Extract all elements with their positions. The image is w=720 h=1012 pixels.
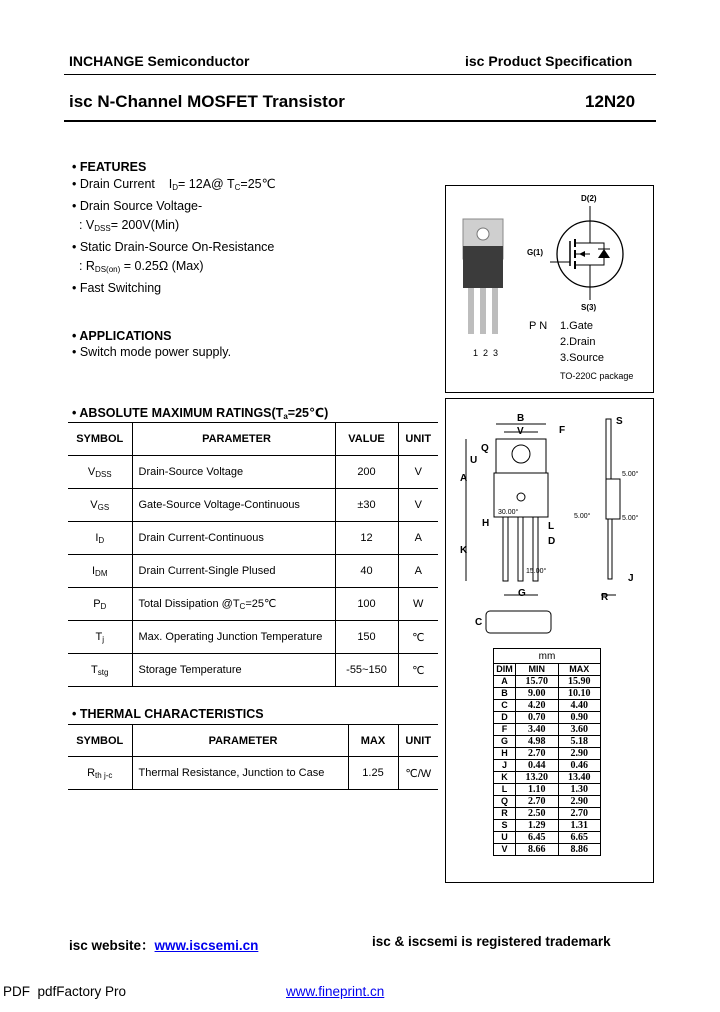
sym: T <box>91 663 98 676</box>
dim-label: H <box>494 748 516 760</box>
table-row <box>68 489 438 522</box>
sub: D <box>100 601 107 611</box>
text: =25℃ <box>245 598 277 610</box>
label-r: R <box>601 592 609 603</box>
dim-row <box>494 796 601 808</box>
unit-cell: W <box>398 588 438 621</box>
dim-label: F <box>494 724 516 736</box>
feature-fast-switching: • Fast Switching <box>72 281 162 295</box>
sym: I <box>95 531 99 544</box>
thermal-heading: • THERMAL CHARACTERISTICS <box>72 707 264 721</box>
dim-min: 6.45 <box>516 832 559 844</box>
table-header-row <box>68 725 438 757</box>
marker <box>517 493 525 501</box>
text: • Drain Current I <box>72 177 173 191</box>
thermal-table <box>68 724 438 790</box>
table-row <box>68 621 438 654</box>
dim-row <box>494 760 601 772</box>
label-c: C <box>475 617 483 628</box>
symbol-cell <box>68 588 132 621</box>
dim-row <box>494 712 601 724</box>
dim-label: C <box>494 700 516 712</box>
abs-max-table <box>68 422 438 687</box>
table-row <box>68 654 438 687</box>
value-cell: 100 <box>335 588 398 621</box>
lead-1 <box>503 517 508 581</box>
dim-label: K <box>494 772 516 784</box>
dim-max: 8.86 <box>558 844 601 856</box>
dim-min: 2.50 <box>516 808 559 820</box>
text: = 200V(Min) <box>110 218 180 232</box>
parameter-cell: Thermal Resistance, Junction to Case <box>132 757 348 790</box>
table-row <box>68 522 438 555</box>
col-dim: DIM <box>494 664 516 676</box>
dim-label: B <box>494 688 516 700</box>
symbol-cell <box>68 522 132 555</box>
pin-1: 1.Gate <box>560 320 594 332</box>
unit-cell: V <box>398 456 438 489</box>
header-rule <box>64 74 656 75</box>
col-parameter: PARAMETER <box>132 423 335 456</box>
side-body <box>606 479 620 519</box>
dim-label: S <box>494 820 516 832</box>
applications-section <box>72 329 231 362</box>
angle-2: 15.00° <box>526 568 547 575</box>
parameter-cell: Drain Current-Continuous <box>132 522 335 555</box>
body-shape <box>463 246 503 288</box>
dim-row <box>494 784 601 796</box>
dim-min: 8.66 <box>516 844 559 856</box>
label-j: J <box>628 573 634 584</box>
dim-row <box>494 808 601 820</box>
dim-min: 0.44 <box>516 760 559 772</box>
value-cell: ±30 <box>335 489 398 522</box>
parameter-cell: Drain Current-Single Plused <box>132 555 335 588</box>
col-unit: UNIT <box>398 423 438 456</box>
label-k: K <box>460 545 468 556</box>
package-box <box>445 185 654 393</box>
trademark-text: isc & iscsemi is registered trademark <box>372 934 611 949</box>
page-title: isc N-Channel MOSFET Transistor <box>69 92 345 111</box>
dim-row <box>494 736 601 748</box>
dim-label: G <box>494 736 516 748</box>
sym: R <box>87 766 96 779</box>
table-row <box>68 456 438 489</box>
dim-label: J <box>494 760 516 772</box>
label-l: L <box>548 521 555 532</box>
unit-cell: ℃/W <box>398 757 438 790</box>
value-cell: 150 <box>335 621 398 654</box>
dim-max: 6.65 <box>558 832 601 844</box>
pin-3: 3.Source <box>560 352 605 364</box>
dim-min: 9.00 <box>516 688 559 700</box>
dim-max: 10.10 <box>558 688 601 700</box>
website-footer <box>69 934 258 954</box>
sub: th j-c <box>95 770 113 780</box>
label-a: A <box>460 473 468 484</box>
label-q: Q <box>481 443 489 454</box>
dim-min: 4.20 <box>516 700 559 712</box>
angle-4: 5.00° <box>574 513 591 520</box>
dim-row <box>494 700 601 712</box>
mount-hole <box>477 228 489 240</box>
lead-1 <box>468 288 474 334</box>
unit-cell: A <box>398 555 438 588</box>
col-max: MAX <box>558 664 601 676</box>
table-row <box>68 555 438 588</box>
symbol-cell <box>68 489 132 522</box>
col-unit: UNIT <box>398 725 438 757</box>
dim-max: 13.40 <box>558 772 601 784</box>
side-tab <box>606 419 611 479</box>
unit-cell: ℃ <box>398 621 438 654</box>
dim-max: 1.30 <box>558 784 601 796</box>
label-u: U <box>470 455 478 466</box>
sub: DSS <box>95 469 112 479</box>
dim-max: 0.90 <box>558 712 601 724</box>
value-cell: 12 <box>335 522 398 555</box>
sub: j <box>102 634 104 644</box>
text: : V <box>72 218 95 232</box>
col-max: MAX <box>348 725 398 757</box>
arrow <box>579 251 585 257</box>
value-cell: 40 <box>335 555 398 588</box>
sub: DSS <box>94 224 111 233</box>
drain-connect <box>575 233 590 243</box>
sym: V <box>87 465 96 478</box>
dim-label: L <box>494 784 516 796</box>
dim-row <box>494 772 601 784</box>
dim-min: 1.29 <box>516 820 559 832</box>
col-value: VALUE <box>335 423 398 456</box>
hole-outline <box>512 445 530 463</box>
col-parameter: PARAMETER <box>132 725 348 757</box>
package-illustration <box>446 186 653 392</box>
dim-row <box>494 688 601 700</box>
tab-outline <box>496 439 546 473</box>
angle-3: 5.00° <box>622 471 639 478</box>
terminal-d: D(2) <box>581 194 597 203</box>
sub: C <box>239 602 246 611</box>
dim-min: 1.10 <box>516 784 559 796</box>
sub: DS(on) <box>94 265 121 274</box>
table-row <box>68 588 438 621</box>
unit-header: mm <box>494 649 601 664</box>
text: = 0.25Ω (Max) <box>120 259 204 273</box>
lead-2 <box>480 288 486 334</box>
text: Total Dissipation @T <box>138 598 240 610</box>
dim-min: 15.70 <box>516 676 559 688</box>
terminal-g: G(1) <box>527 248 543 257</box>
application-item: • Switch mode power supply. <box>72 345 232 359</box>
dim-label: A <box>494 676 516 688</box>
diode-triangle <box>598 249 610 258</box>
terminal-s: S(3) <box>581 303 597 312</box>
applications-heading: • APPLICATIONS <box>72 329 172 343</box>
bottom-view <box>486 611 551 633</box>
label-d: D <box>548 536 556 547</box>
sym: I <box>91 564 96 577</box>
title-rule <box>64 120 656 122</box>
dim-min: 3.40 <box>516 724 559 736</box>
fineprint-link[interactable]: www.fineprint.cn <box>286 984 385 999</box>
label-h: H <box>482 518 490 529</box>
sub: D <box>98 535 105 545</box>
text: =25℃) <box>287 406 329 420</box>
dim-max: 2.90 <box>558 748 601 760</box>
sub: D <box>172 183 179 192</box>
dim-max: 2.90 <box>558 796 601 808</box>
text: = 12A@ T <box>178 177 235 191</box>
col-min: MIN <box>516 664 559 676</box>
sub: stg <box>97 667 109 677</box>
part-number: 12N20 <box>585 92 636 111</box>
dim-label: D <box>494 712 516 724</box>
side-lead <box>608 519 612 579</box>
dim-label: U <box>494 832 516 844</box>
feature-vds-heading: • Drain Source Voltage- <box>72 199 203 213</box>
sub: DM <box>95 568 108 578</box>
pin-2: 2.Drain <box>560 336 596 348</box>
dim-row <box>494 748 601 760</box>
dim-min: 0.70 <box>516 712 559 724</box>
symbol-cell <box>68 555 132 588</box>
label-v: V <box>517 426 524 437</box>
parameter-cell <box>132 588 335 621</box>
label-g: G <box>518 588 526 599</box>
col-symbol: SYMBOL <box>68 725 132 757</box>
dim-min: 2.70 <box>516 796 559 808</box>
feature-rds-heading: • Static Drain-Source On-Resistance <box>72 240 275 254</box>
value-cell: 200 <box>335 456 398 489</box>
table-header-row <box>68 423 438 456</box>
sub: GS <box>97 502 110 512</box>
dim-row <box>494 844 601 856</box>
features-section <box>72 160 276 298</box>
website-link[interactable]: www.iscsemi.cn <box>154 938 259 953</box>
pdf-producer: PDF pdfFactory Pro <box>3 984 127 999</box>
company-name: INCHANGE Semiconductor <box>69 53 250 69</box>
dim-row <box>494 820 601 832</box>
value-cell: 1.25 <box>348 757 398 790</box>
dim-label: Q <box>494 796 516 808</box>
dim-max: 0.46 <box>558 760 601 772</box>
sub: a <box>283 412 288 421</box>
unit-cell: A <box>398 522 438 555</box>
sym: T <box>95 630 103 643</box>
dim-row <box>494 724 601 736</box>
dimension-table <box>493 648 601 856</box>
dim-min: 2.70 <box>516 748 559 760</box>
sym: V <box>90 498 98 511</box>
feature-vds <box>72 216 276 238</box>
dim-row <box>494 676 601 688</box>
angle-1: 30.00° <box>498 509 519 516</box>
label-s: S <box>616 416 623 427</box>
symbol-cell <box>68 621 132 654</box>
package-name: TO-220C package <box>560 371 634 381</box>
parameter-cell: Drain-Source Voltage <box>132 456 335 489</box>
parameter-cell: Max. Operating Junction Temperature <box>132 621 335 654</box>
table-row <box>68 757 438 790</box>
value-cell: -55~150 <box>335 654 398 687</box>
website-label: isc website： <box>69 938 155 953</box>
dim-max: 15.90 <box>558 676 601 688</box>
pn-label: P N <box>529 320 548 332</box>
unit-cell: ℃ <box>398 654 438 687</box>
sub: C <box>234 183 241 192</box>
lead-2 <box>518 517 523 581</box>
abs-max-heading <box>72 405 328 421</box>
source-connect <box>575 265 590 275</box>
lead-3 <box>492 288 498 334</box>
dim-max: 1.31 <box>558 820 601 832</box>
feature-rds <box>72 257 276 279</box>
dim-max: 5.18 <box>558 736 601 748</box>
text: : R <box>72 259 95 273</box>
symbol-cell <box>68 456 132 489</box>
label-f: F <box>559 425 566 436</box>
sym: P <box>93 597 101 610</box>
pin-numbers: 1 2 3 <box>473 348 499 358</box>
dim-label: V <box>494 844 516 856</box>
text: • ABSOLUTE MAXIMUM RATINGS(T <box>72 406 284 420</box>
dim-row <box>494 832 601 844</box>
angle-5: 5.00° <box>622 515 639 522</box>
features-heading: • FEATURES <box>72 160 147 174</box>
dim-max: 3.60 <box>558 724 601 736</box>
dim-min: 13.20 <box>516 772 559 784</box>
parameter-cell: Gate-Source Voltage-Continuous <box>132 489 335 522</box>
dim-max: 4.40 <box>558 700 601 712</box>
fineprint-footer <box>286 984 384 999</box>
symbol-cell <box>68 757 132 790</box>
text: =25℃ <box>240 177 276 191</box>
col-symbol: SYMBOL <box>68 423 132 456</box>
dim-label: R <box>494 808 516 820</box>
unit-cell: V <box>398 489 438 522</box>
spec-label: isc Product Specification <box>465 53 633 69</box>
symbol-cell <box>68 654 132 687</box>
label-b: B <box>517 413 525 424</box>
feature-drain-current <box>72 175 276 197</box>
dim-max: 2.70 <box>558 808 601 820</box>
parameter-cell: Storage Temperature <box>132 654 335 687</box>
dim-min: 4.98 <box>516 736 559 748</box>
